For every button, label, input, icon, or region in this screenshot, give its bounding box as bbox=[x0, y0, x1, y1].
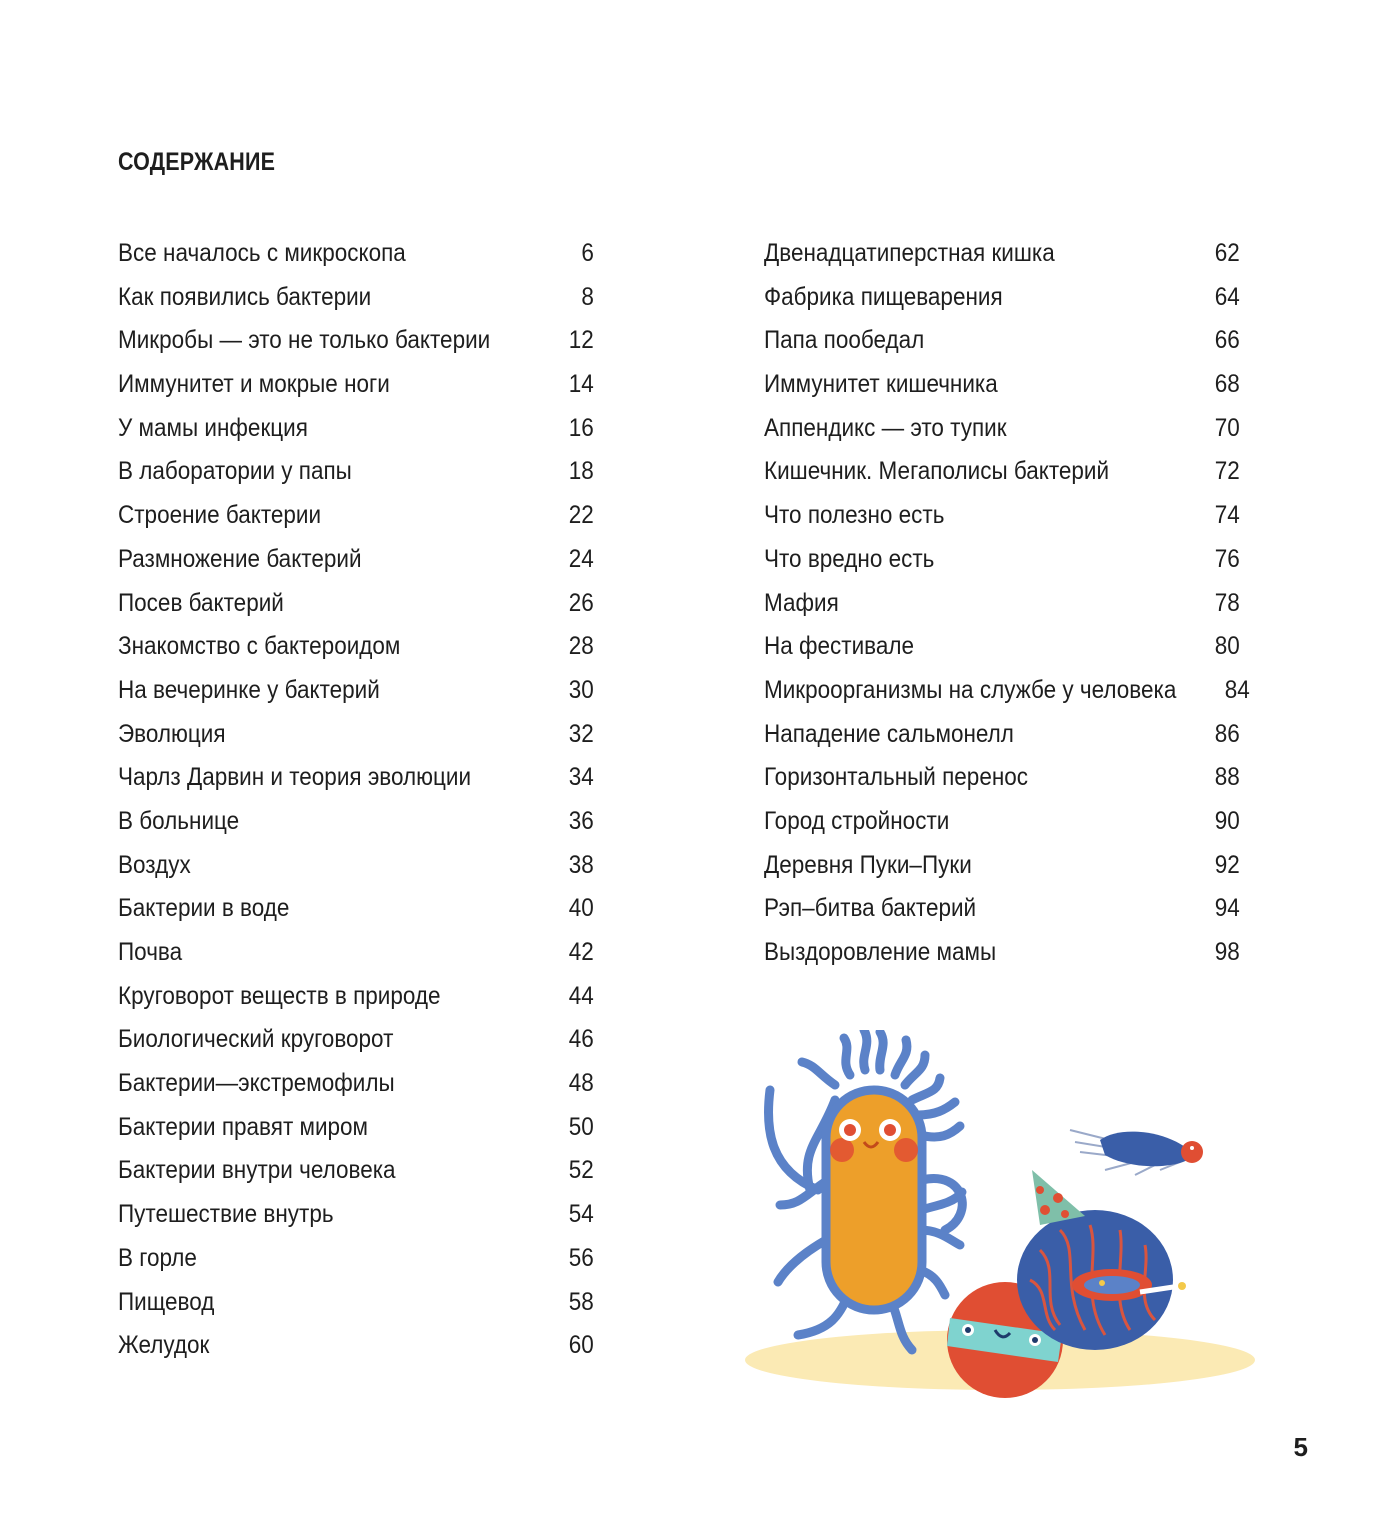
toc-entry-page: 8 bbox=[581, 282, 594, 311]
page-number: 5 bbox=[1293, 1432, 1308, 1462]
toc-entry[interactable] bbox=[118, 582, 594, 626]
toc-entry[interactable] bbox=[764, 363, 1240, 407]
toc-column-right bbox=[764, 232, 1250, 975]
toc-entry-title: Рэп–битва бактерий bbox=[764, 894, 977, 923]
toc-entry-title: Бактерии внутри человека bbox=[118, 1156, 396, 1185]
toc-entry-title: Пищевод bbox=[118, 1287, 215, 1316]
toc-entry-page: 76 bbox=[1214, 544, 1240, 573]
toc-entry[interactable] bbox=[118, 1237, 594, 1281]
toc-entry-page: 22 bbox=[568, 501, 594, 530]
toc-entry[interactable] bbox=[118, 844, 594, 888]
toc-entry-page: 98 bbox=[1214, 938, 1240, 966]
toc-entry[interactable] bbox=[118, 1062, 594, 1106]
toc-entry-title: Иммунитет кишечника bbox=[764, 370, 998, 399]
toc-entry-page: 50 bbox=[568, 1112, 594, 1141]
toc-entry-title: Деревня Пуки–Пуки bbox=[764, 850, 972, 879]
toc-entry-page: 74 bbox=[1214, 501, 1240, 530]
toc-entry-title: Нападение сальмонелл bbox=[764, 719, 1014, 748]
toc-entry-title: Эволюция bbox=[118, 719, 226, 748]
toc-entry-page: 60 bbox=[568, 1331, 594, 1360]
toc-entry-page: 94 bbox=[1214, 894, 1240, 923]
toc-entry[interactable] bbox=[764, 232, 1240, 276]
toc-entry-title: Путешествие внутрь bbox=[118, 1200, 334, 1229]
toc-entry[interactable] bbox=[764, 931, 1240, 975]
toc-entry-title: Выздоровление мамы bbox=[764, 938, 997, 966]
toc-entry[interactable] bbox=[118, 538, 594, 582]
toc-entry-title: Мафия bbox=[764, 588, 839, 617]
toc-entry-page: 70 bbox=[1214, 413, 1240, 442]
toc-entry[interactable] bbox=[118, 669, 594, 713]
toc-entry[interactable] bbox=[118, 276, 594, 320]
toc-entry-title: Чарлз Дарвин и теория эволюции bbox=[118, 763, 472, 792]
toc-entry-page: 32 bbox=[568, 719, 594, 748]
toc-entry-title: Двенадцатиперстная кишка bbox=[764, 239, 1055, 267]
toc-entry[interactable] bbox=[118, 319, 594, 363]
toc-entry[interactable] bbox=[118, 975, 594, 1019]
toc-entry[interactable] bbox=[764, 669, 1250, 713]
toc-entry-page: 38 bbox=[568, 850, 594, 879]
toc-entry-title: Почва bbox=[118, 938, 183, 966]
toc-entry[interactable] bbox=[764, 538, 1240, 582]
toc-entry[interactable] bbox=[764, 494, 1240, 538]
toc-entry-title: Что полезно есть bbox=[764, 501, 945, 530]
toc-entry-title: Иммунитет и мокрые ноги bbox=[118, 370, 390, 399]
toc-entry-title: Как появились бактерии bbox=[118, 282, 372, 311]
toc-entry[interactable] bbox=[118, 1324, 594, 1368]
toc-entry-page: 44 bbox=[568, 981, 594, 1010]
toc-entry-title: Микробы — это не только бактерии bbox=[118, 326, 491, 355]
toc-entry-title: Строение бактерии bbox=[118, 501, 322, 530]
toc-entry[interactable] bbox=[118, 713, 594, 757]
toc-entry[interactable] bbox=[764, 582, 1240, 626]
toc-entry-title: Бактерии—экстремофилы bbox=[118, 1069, 395, 1098]
toc-entry-title: На фестивале bbox=[764, 632, 915, 661]
toc-entry-title: Город стройности bbox=[764, 806, 950, 835]
toc-entry-page: 56 bbox=[568, 1243, 594, 1272]
toc-entry[interactable] bbox=[764, 319, 1240, 363]
toc-entry-page: 62 bbox=[1214, 239, 1240, 267]
toc-entry-title: Горизонтальный перенос bbox=[764, 763, 1029, 792]
toc-entry[interactable] bbox=[764, 844, 1240, 888]
toc-entry[interactable] bbox=[764, 276, 1240, 320]
flying-bacterium bbox=[1070, 1130, 1203, 1175]
toc-entry-page: 6 bbox=[581, 239, 594, 267]
toc-entry-page: 24 bbox=[568, 544, 594, 573]
toc-entry-page: 34 bbox=[568, 763, 594, 792]
toc-entry-page: 18 bbox=[568, 457, 594, 486]
toc-entry-title: На вечеринке у бактерий bbox=[118, 675, 380, 704]
toc-entry-title: Кишечник. Мегаполисы бактерий bbox=[764, 457, 1110, 486]
toc-entry-page: 36 bbox=[568, 806, 594, 835]
toc-entry[interactable] bbox=[118, 494, 594, 538]
toc-entry-title: Желудок bbox=[118, 1331, 210, 1360]
toc-entry-title: У мамы инфекция bbox=[118, 413, 308, 442]
toc-entry-page: 42 bbox=[568, 938, 594, 966]
toc-entry-title: Бактерии правят миром bbox=[118, 1112, 369, 1141]
toc-entry[interactable] bbox=[118, 1149, 594, 1193]
toc-entry-page: 28 bbox=[568, 632, 594, 661]
toc-entry-page: 64 bbox=[1214, 282, 1240, 311]
toc-entry[interactable] bbox=[118, 800, 594, 844]
toc-entry-page: 90 bbox=[1214, 806, 1240, 835]
toc-entry-page: 80 bbox=[1214, 632, 1240, 661]
toc-entry-title: Размножение бактерий bbox=[118, 544, 362, 573]
toc-entry-title: В лаборатории у папы bbox=[118, 457, 352, 486]
toc-entry-title: Что вредно есть bbox=[764, 544, 935, 573]
toc-entry[interactable] bbox=[764, 756, 1240, 800]
toc-entry-title: Папа пообедал bbox=[764, 326, 925, 355]
toc-entry-title: Круговорот веществ в природе bbox=[118, 981, 441, 1010]
toc-entry[interactable] bbox=[118, 756, 594, 800]
toc-entry-page: 86 bbox=[1214, 719, 1240, 748]
toc-entry-page: 72 bbox=[1214, 457, 1240, 486]
toc-entry[interactable] bbox=[118, 232, 594, 276]
toc-entry-page: 68 bbox=[1214, 370, 1240, 399]
toc-entry-page: 88 bbox=[1214, 763, 1240, 792]
toc-entry[interactable] bbox=[118, 1281, 594, 1325]
toc-entry-page: 54 bbox=[568, 1200, 594, 1229]
toc-entry[interactable] bbox=[764, 713, 1240, 757]
toc-entry-page: 30 bbox=[568, 675, 594, 704]
toc-entry-title: Воздух bbox=[118, 850, 191, 879]
toc-entry-page: 66 bbox=[1214, 326, 1240, 355]
toc-entry-page: 14 bbox=[568, 370, 594, 399]
toc-entry[interactable] bbox=[118, 1106, 594, 1150]
toc-entry-page: 92 bbox=[1214, 850, 1240, 879]
toc-entry[interactable] bbox=[118, 1193, 594, 1237]
fuzzy-bacterium bbox=[1017, 1170, 1186, 1350]
toc-entry-title: Биологический круговорот bbox=[118, 1025, 394, 1054]
toc-entry-title: Все началось с микроскопа bbox=[118, 239, 406, 267]
toc-entry[interactable] bbox=[764, 800, 1240, 844]
toc-entry-page: 78 bbox=[1214, 588, 1240, 617]
toc-entry-title: Бактерии в воде bbox=[118, 894, 290, 923]
toc-entry[interactable] bbox=[764, 625, 1240, 669]
toc-entry-page: 12 bbox=[568, 326, 594, 355]
toc-entry-page: 46 bbox=[568, 1025, 594, 1054]
toc-entry-title: В больнице bbox=[118, 806, 240, 835]
toc-entry-title: В горле bbox=[118, 1243, 197, 1272]
toc-entry-page: 16 bbox=[568, 413, 594, 442]
toc-entry-title: Аппендикс — это тупик bbox=[764, 413, 1007, 442]
toc-entry-title: Знакомство с бактероидом bbox=[118, 632, 401, 661]
toc-column-left bbox=[118, 232, 594, 1368]
toc-entry-page: 52 bbox=[568, 1156, 594, 1185]
toc-entry[interactable] bbox=[118, 450, 594, 494]
toc-entry-title: Микроорганизмы на службе у человека bbox=[764, 675, 1177, 704]
toc-entry[interactable] bbox=[764, 450, 1240, 494]
toc-entry[interactable] bbox=[118, 407, 594, 451]
toc-entry[interactable] bbox=[764, 407, 1240, 451]
toc-entry[interactable] bbox=[118, 1018, 594, 1062]
toc-entry-page: 48 bbox=[568, 1069, 594, 1098]
toc-entry[interactable] bbox=[118, 363, 594, 407]
toc-entry-page: 58 bbox=[568, 1287, 594, 1316]
toc-heading: СОДЕРЖАНИЕ bbox=[118, 148, 276, 176]
toc-entry-page: 26 bbox=[568, 588, 594, 617]
toc-entry[interactable] bbox=[764, 887, 1240, 931]
toc-entry[interactable] bbox=[118, 931, 594, 975]
toc-entry-title: Фабрика пищеварения bbox=[764, 282, 1003, 311]
toc-entry-page: 40 bbox=[568, 894, 594, 923]
toc-entry-page: 84 bbox=[1224, 675, 1250, 704]
toc-entry[interactable] bbox=[118, 625, 594, 669]
toc-entry[interactable] bbox=[118, 887, 594, 931]
toc-entry-title: Посев бактерий bbox=[118, 588, 284, 617]
bacteria-illustration bbox=[740, 1030, 1270, 1400]
rod-bacterium-body bbox=[826, 1090, 922, 1310]
